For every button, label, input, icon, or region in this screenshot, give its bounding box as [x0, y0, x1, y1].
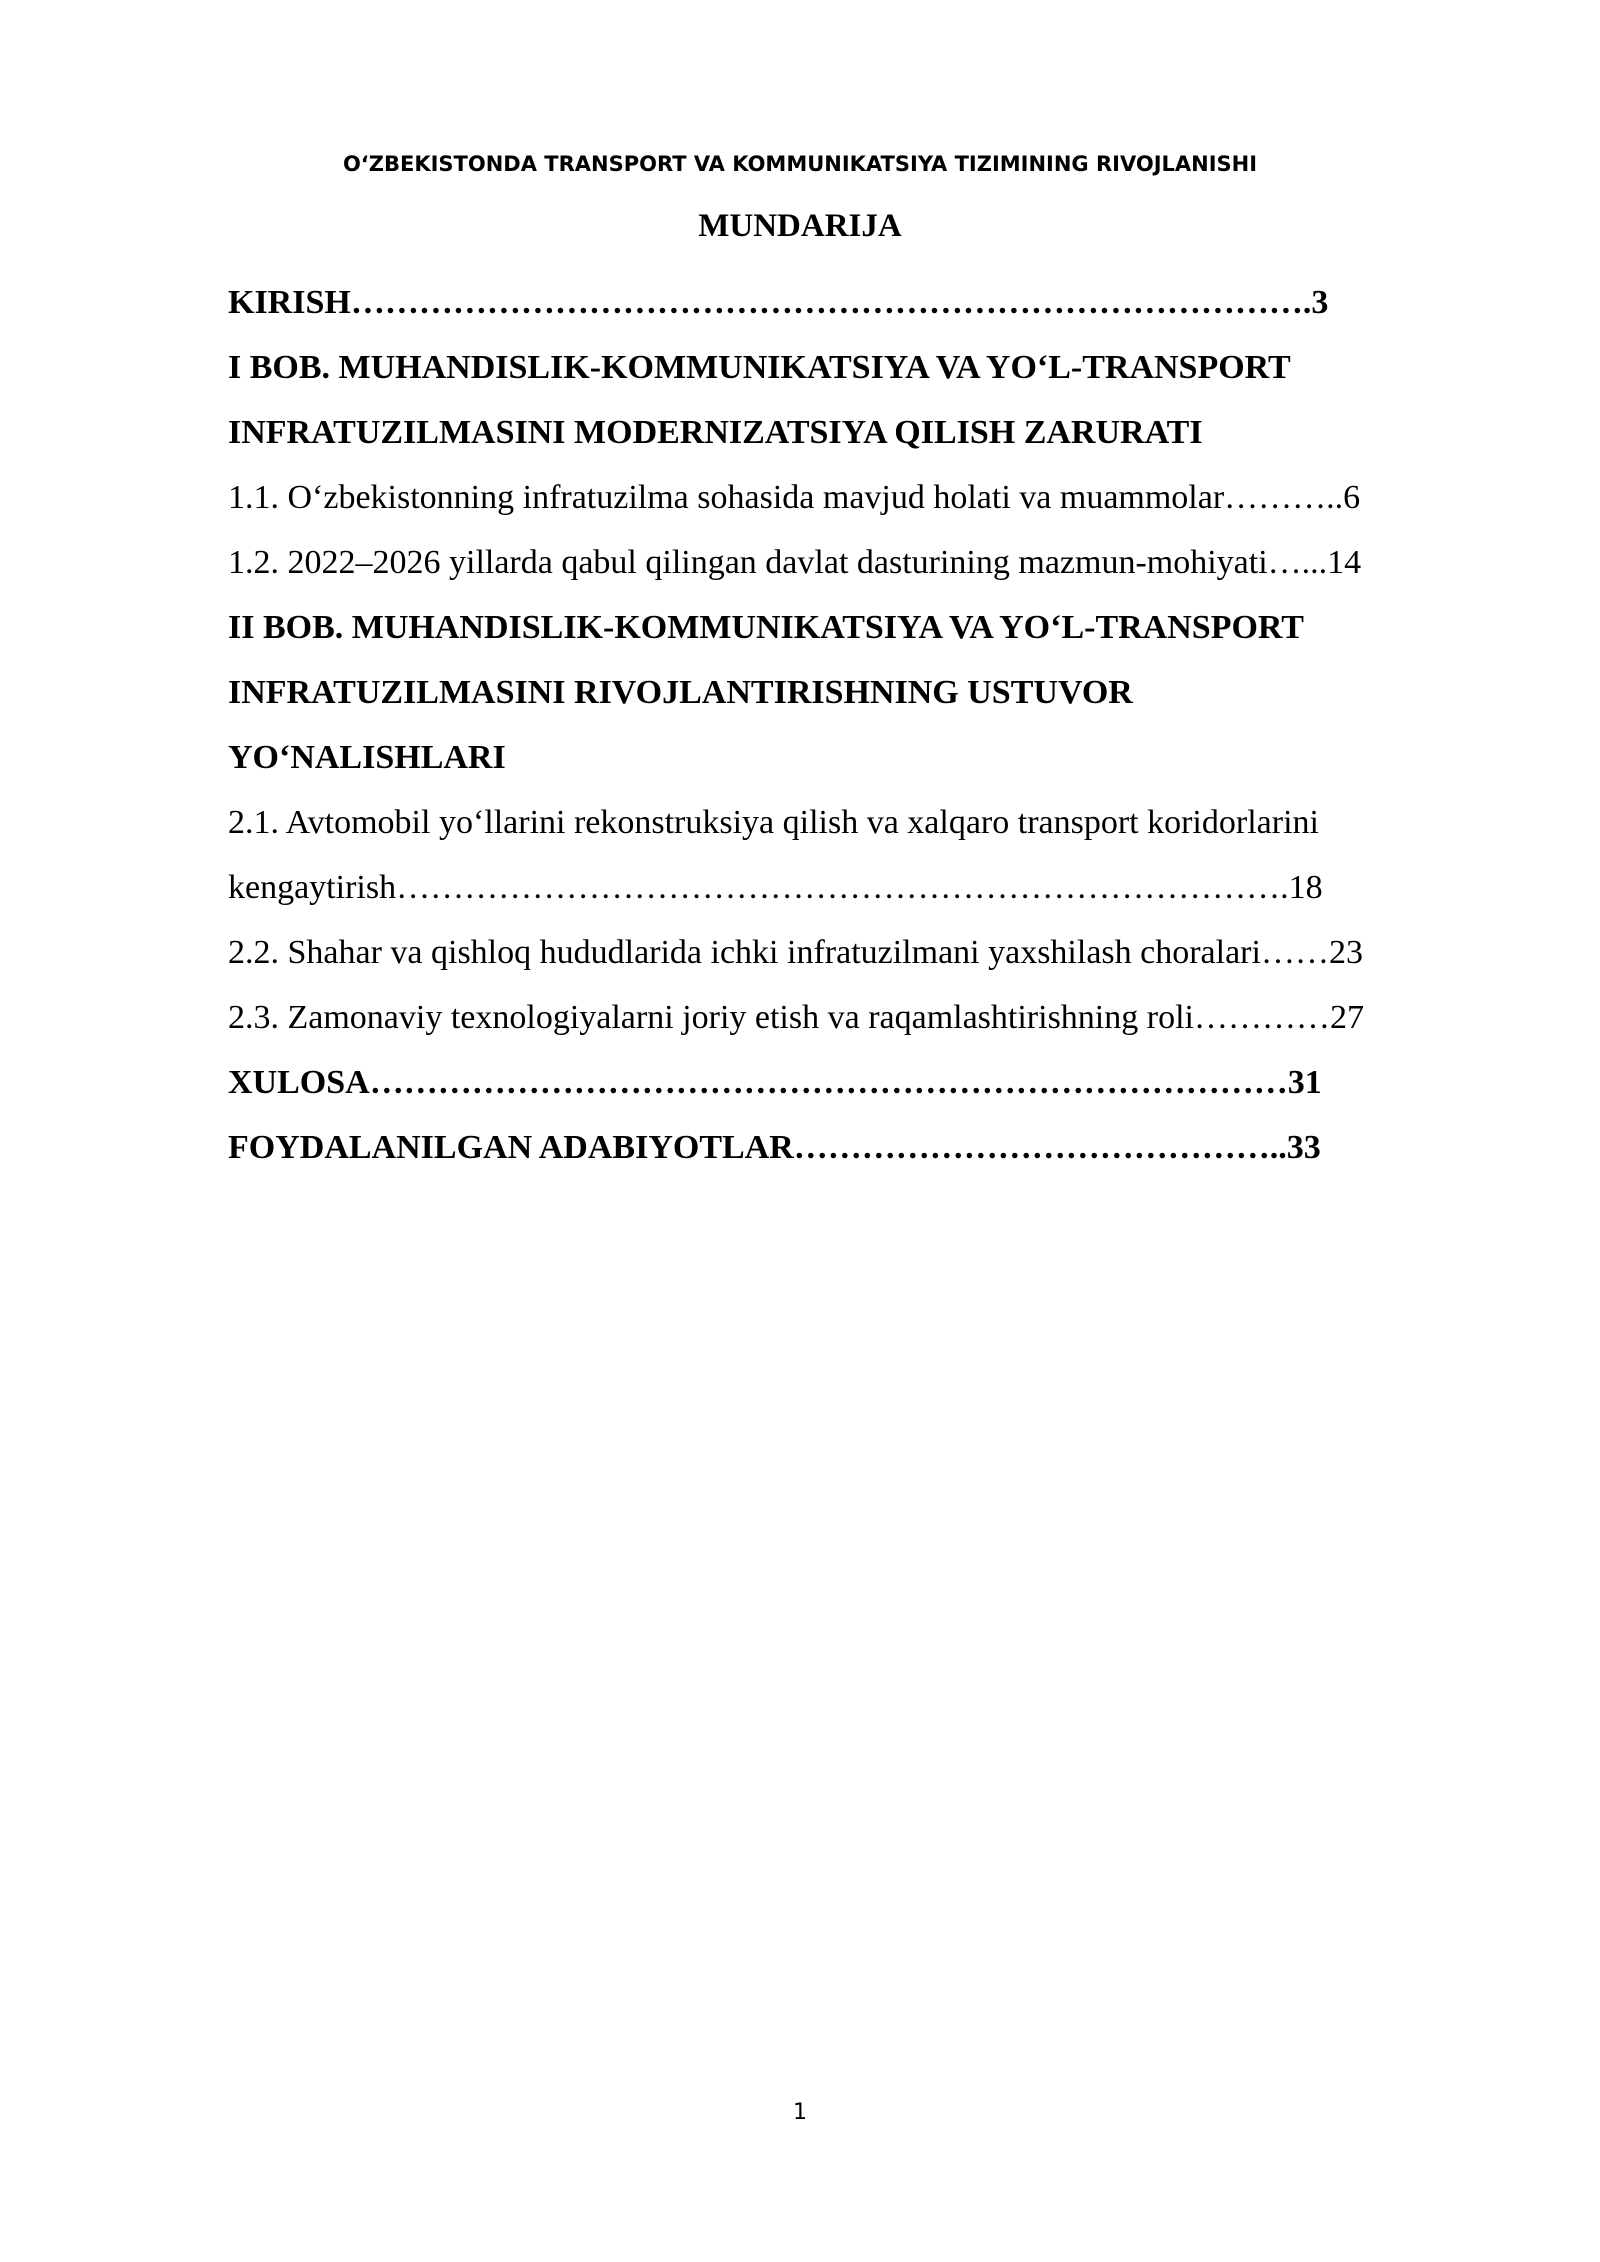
toc-entry-1-2: 1.2. 2022–2026 yillarda qabul qilingan davlat dasturining mazmun-mohiyati…...14	[228, 544, 1362, 581]
toc-chapter-2-title-line-2: INFRATUZILMASINI RIVOJLANTIRISHNING USTUVOR	[228, 674, 1133, 711]
toc-entry-conclusion: XULOSA………………………………………………………………………31	[228, 1064, 1322, 1101]
page-number: 1	[793, 2100, 807, 2125]
document-header-title: O‘ZBEKISTONDA TRANSPORT VA KOMMUNIKATSIYA TIZIMINING RIVOJLANISHI	[342, 152, 1258, 176]
toc-entry-1-1: 1.1. O‘zbekistonning infratuzilma sohasida mavjud holati va muammolar………..6	[228, 479, 1361, 516]
toc-chapter-1-title-line-2: INFRATUZILMASINI MODERNIZATSIYA QILISH ZARURATI	[228, 414, 1203, 451]
toc-entry-2-3: 2.3. Zamonaviy texnologiyalarni joriy etish va raqamlashtirishning roli…………27	[228, 999, 1364, 1036]
toc-entry-introduction: KIRISH………………………………………………………………………….3	[228, 284, 1329, 321]
toc-entry-2-2: 2.2. Shahar va qishloq hududlarida ichki infratuzilmani yaxshilash choralari……23	[228, 934, 1363, 971]
toc-entry-references: FOYDALANILGAN ADABIYOTLAR……………………………………..33	[228, 1129, 1321, 1166]
toc-chapter-1-title-line-1: I BOB. MUHANDISLIK-KOMMUNIKATSIYA VA YO‘L-TRANSPORT	[228, 349, 1291, 386]
toc-entry-2-1-line-1: 2.1. Avtomobil yo‘llarini rekonstruksiya qilish va xalqaro transport koridorlarini	[228, 804, 1319, 841]
table-of-contents	[228, 270, 1490, 1180]
toc-entry-2-1-line-2: kengaytirish…………………………………………………………………….18	[228, 869, 1323, 906]
toc-chapter-2-title-line-1: II BOB. MUHANDISLIK-KOMMUNIKATSIYA VA YO‘L-TRANSPORT	[228, 609, 1304, 646]
table-of-contents-heading: MUNDARIJA	[698, 208, 902, 244]
toc-chapter-2-title-line-3: YO‘NALISHLARI	[228, 739, 506, 776]
